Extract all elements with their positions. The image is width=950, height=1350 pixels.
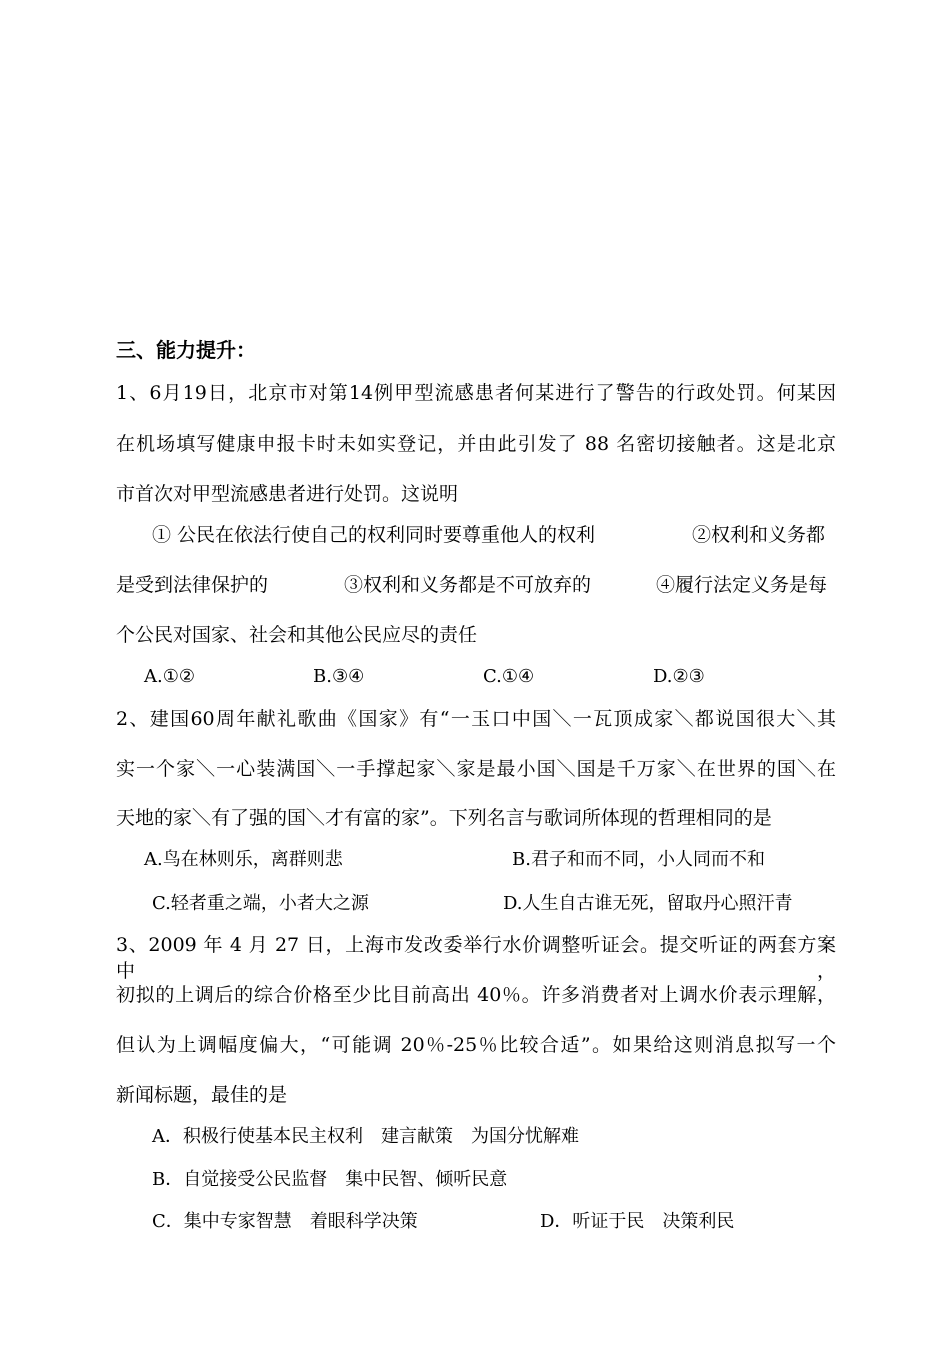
q3-option-b: B．自觉接受公民监督 集中民智、倾听民意 (152, 1169, 508, 1190)
q1-option-d: D.②③ (653, 666, 705, 687)
section-title: 三、能力提升： (116, 338, 256, 362)
q1-statement-4b: 个公民对国家、社会和其他公民应尽的责任 (116, 624, 478, 646)
q1-line-3: 市首次对甲型流感患者进行处罚。这说明 (116, 483, 459, 505)
q1-line-2: 在机场填写健康申报卡时未如实登记，并由此引发了 88 名密切接触者。这是北京 (116, 433, 836, 455)
q1-option-b: B.③④ (313, 666, 365, 687)
q2-line-1: 2、建国60周年献礼歌曲《国家》有“一玉口中国＼一瓦顶成家＼都说国很大＼其 (116, 708, 836, 730)
q1-option-c: C.①④ (483, 666, 535, 687)
q2-option-b: B.君子和而不同，小人同而不和 (512, 849, 765, 870)
q1-statement-3: ③权利和义务都是不可放弃的 (344, 574, 592, 596)
q1-statement-1: ① 公民在依法行使自己的权利同时要尊重他人的权利 (152, 524, 596, 546)
q2-line-3: 天地的家＼有了强的国＼才有富的家”。下列名言与歌词所体现的哲理相同的是 (116, 807, 772, 829)
q2-option-a: A.鸟在林则乐，离群则悲 (144, 849, 343, 870)
q1-statement-2b: 是受到法律保护的 (116, 574, 269, 596)
q3-option-a: A．积极行使基本民主权利 建言献策 为国分忧解难 (152, 1126, 579, 1147)
q3-line-1: 3、2009 年 4 月 27 日，上海市发改委举行水价调整听证会。提交听证的两套方案中， (116, 934, 836, 982)
q3-option-d: D．听证于民 决策利民 (540, 1211, 735, 1232)
q1-statement-2a: ②权利和义务都 (692, 524, 826, 546)
q1-option-a: A.①② (144, 666, 195, 687)
q2-option-c: C.轻者重之端，小者大之源 (152, 893, 369, 914)
q1-line-1: 1、6月19日，北京市对第14例甲型流感患者何某进行了警告的行政处罚。何某因 (116, 382, 836, 404)
q2-line-2: 实一个家＼一心装满国＼一手撑起家＼家是最小国＼国是千万家＼在世界的国＼在 (116, 758, 836, 780)
q3-line-2: 初拟的上调后的综合价格至少比目前高出 40％。许多消费者对上调水价表示理解， (116, 984, 836, 1006)
q3-line-4: 新闻标题，最佳的是 (116, 1084, 288, 1106)
q1-statement-4a: ④履行法定义务是每 (656, 574, 828, 596)
q3-option-c: C．集中专家智慧 着眼科学决策 (152, 1211, 418, 1232)
q2-option-d: D.人生自古谁无死，留取丹心照汗青 (503, 893, 793, 914)
q3-line-3: 但认为上调幅度偏大，“可能调 20％-25％比较合适”。如果给这则消息拟写一个 (116, 1034, 836, 1056)
